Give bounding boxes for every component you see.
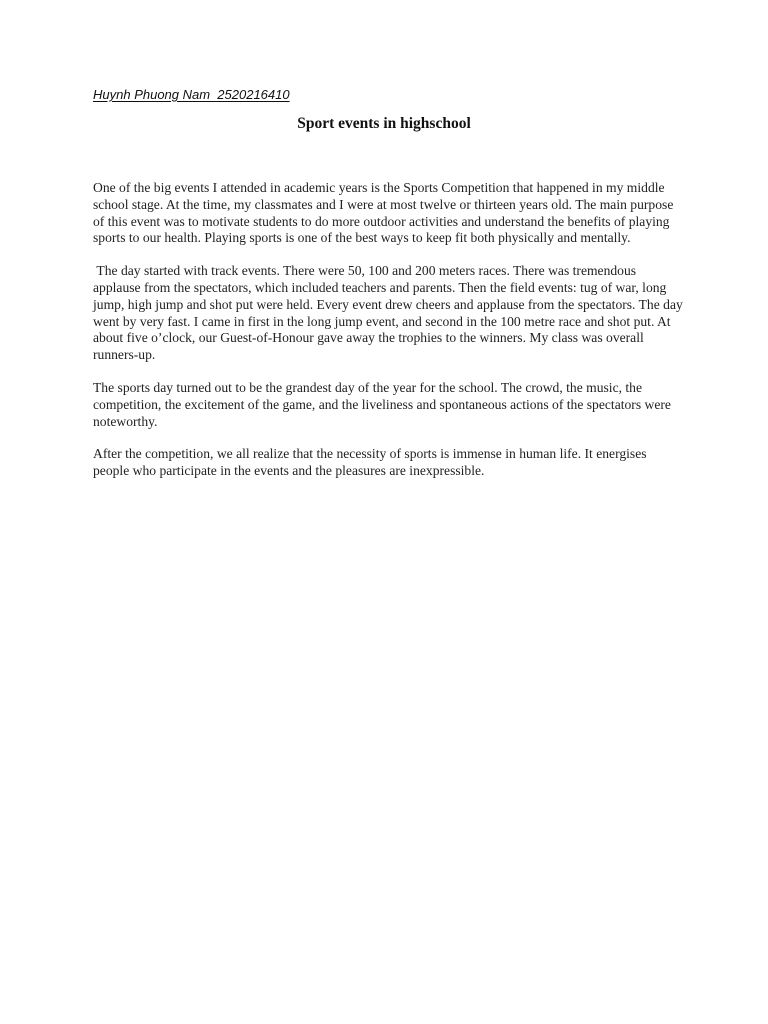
- author-line: Huynh Phuong Nam 2520216410: [93, 87, 290, 102]
- paragraph: After the competition, we all realize that the necessity of sports is immense in human life. It energises people who participate in the events and the pleasures are inexpressible.: [93, 446, 647, 479]
- document-body: [93, 180, 687, 496]
- paragraph: The sports day turned out to be the grandest day of the year for the school. The crowd, the music, the competition, the excitement of the game, and the liveliness and spontaneous actions of the spectators were noteworthy.: [93, 379, 671, 429]
- paragraph: One of the big events I attended in academic years is the Sports Competition that happened in my middle school stage. At the time, my classmates and I were at most twelve or thirteen years old. The main purpose of this event was to motivate students to do more outdoor activities and understand the benefits of playing sports to our health. Playing sports is one of the best ways to keep fit both physically and mentally.: [93, 180, 674, 246]
- document-title: Sport events in highschool: [297, 115, 471, 132]
- paragraph: The day started with track events. There were 50, 100 and 200 meters races. There was tremendous applause from the spectators, which included teachers and parents. Then the field events: tug of war, long jump, high jump and shot put were held. Every event drew cheers and applause from the spectators. The day went by very fast. I came in first in the long jump event, and second in the 100 metre race and shot put. At about five o’clock, our Guest-of-Honour gave away the trophies to the winners. My class was overall runners-up.: [93, 263, 687, 363]
